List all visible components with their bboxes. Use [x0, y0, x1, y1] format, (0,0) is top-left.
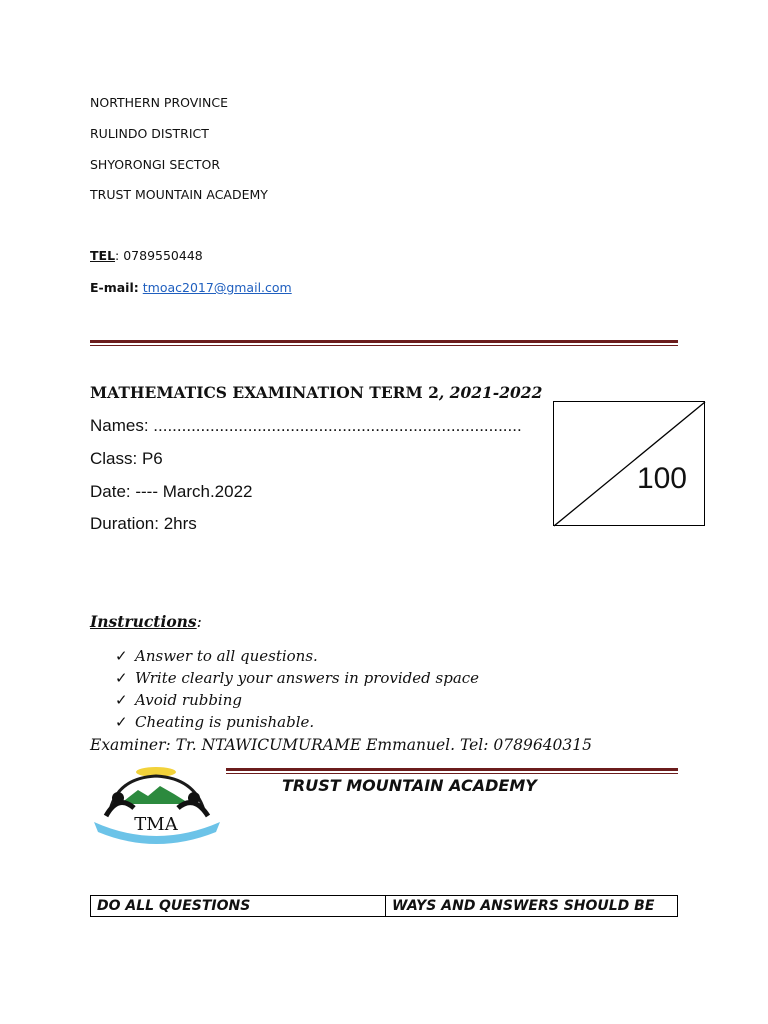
date-field: Date: ---- March.2022: [90, 482, 253, 501]
instructions-heading-text: Instructions: [90, 612, 197, 631]
instruction-item: [115, 691, 242, 709]
instruction-item: [115, 647, 318, 665]
table-cell: DO ALL QUESTIONS: [91, 896, 386, 917]
logo-text: TMA: [134, 814, 178, 835]
duration-field: Duration: 2hrs: [90, 514, 197, 533]
school-logo: [90, 764, 224, 850]
table-cell: WAYS AND ANSWERS SHOULD BE: [386, 896, 678, 917]
questions-table: [90, 895, 678, 917]
academy-rule-thin: [226, 773, 678, 774]
email-label: E-mail:: [90, 280, 139, 295]
academy-rule-thick: [226, 768, 678, 771]
check-icon: ✓: [115, 669, 128, 687]
instruction-text: Cheating is punishable.: [135, 713, 315, 731]
email-line: [90, 280, 292, 295]
exam-title-year: , 2021-2022: [438, 383, 543, 402]
header-rule-thin: [90, 345, 678, 346]
exam-title: [90, 383, 542, 402]
instruction-item: [115, 669, 479, 687]
instruction-text: Write clearly your answers in provided space: [135, 669, 480, 687]
instruction-item: [115, 713, 314, 731]
instruction-text: Avoid rubbing: [135, 691, 242, 709]
check-icon: ✓: [115, 691, 128, 709]
score-box: [553, 401, 705, 526]
tel-label: TEL: [90, 248, 116, 263]
instructions-heading-colon: :: [196, 613, 202, 631]
table-row: [91, 896, 678, 917]
class-field: Class: P6: [90, 449, 163, 468]
exam-title-text: MATHEMATICS EXAMINATION TERM 2: [90, 383, 439, 402]
address-district: RULINDO DISTRICT: [90, 126, 209, 141]
check-icon: ✓: [115, 713, 128, 731]
names-field: Names: ..............................................................................: [90, 416, 522, 435]
telephone-line: [90, 248, 203, 263]
check-icon: ✓: [115, 647, 128, 665]
score-total: 100: [636, 462, 687, 495]
address-province: NORTHERN PROVINCE: [90, 95, 228, 110]
examiner-line: Examiner: Tr. NTAWICUMURAME Emmanuel. Tel: 0789640315: [90, 736, 593, 754]
header-rule-thick: [90, 340, 678, 343]
address-school: TRUST MOUNTAIN ACADEMY: [90, 187, 268, 202]
academy-name: TRUST MOUNTAIN ACADEMY: [282, 776, 537, 795]
address-sector: SHYORONGI SECTOR: [90, 157, 221, 172]
tel-value: : 0789550448: [115, 248, 203, 263]
instruction-text: Answer to all questions.: [135, 647, 318, 665]
instructions-heading: [90, 612, 202, 631]
email-link[interactable]: tmoac2017@gmail.com: [142, 280, 292, 295]
